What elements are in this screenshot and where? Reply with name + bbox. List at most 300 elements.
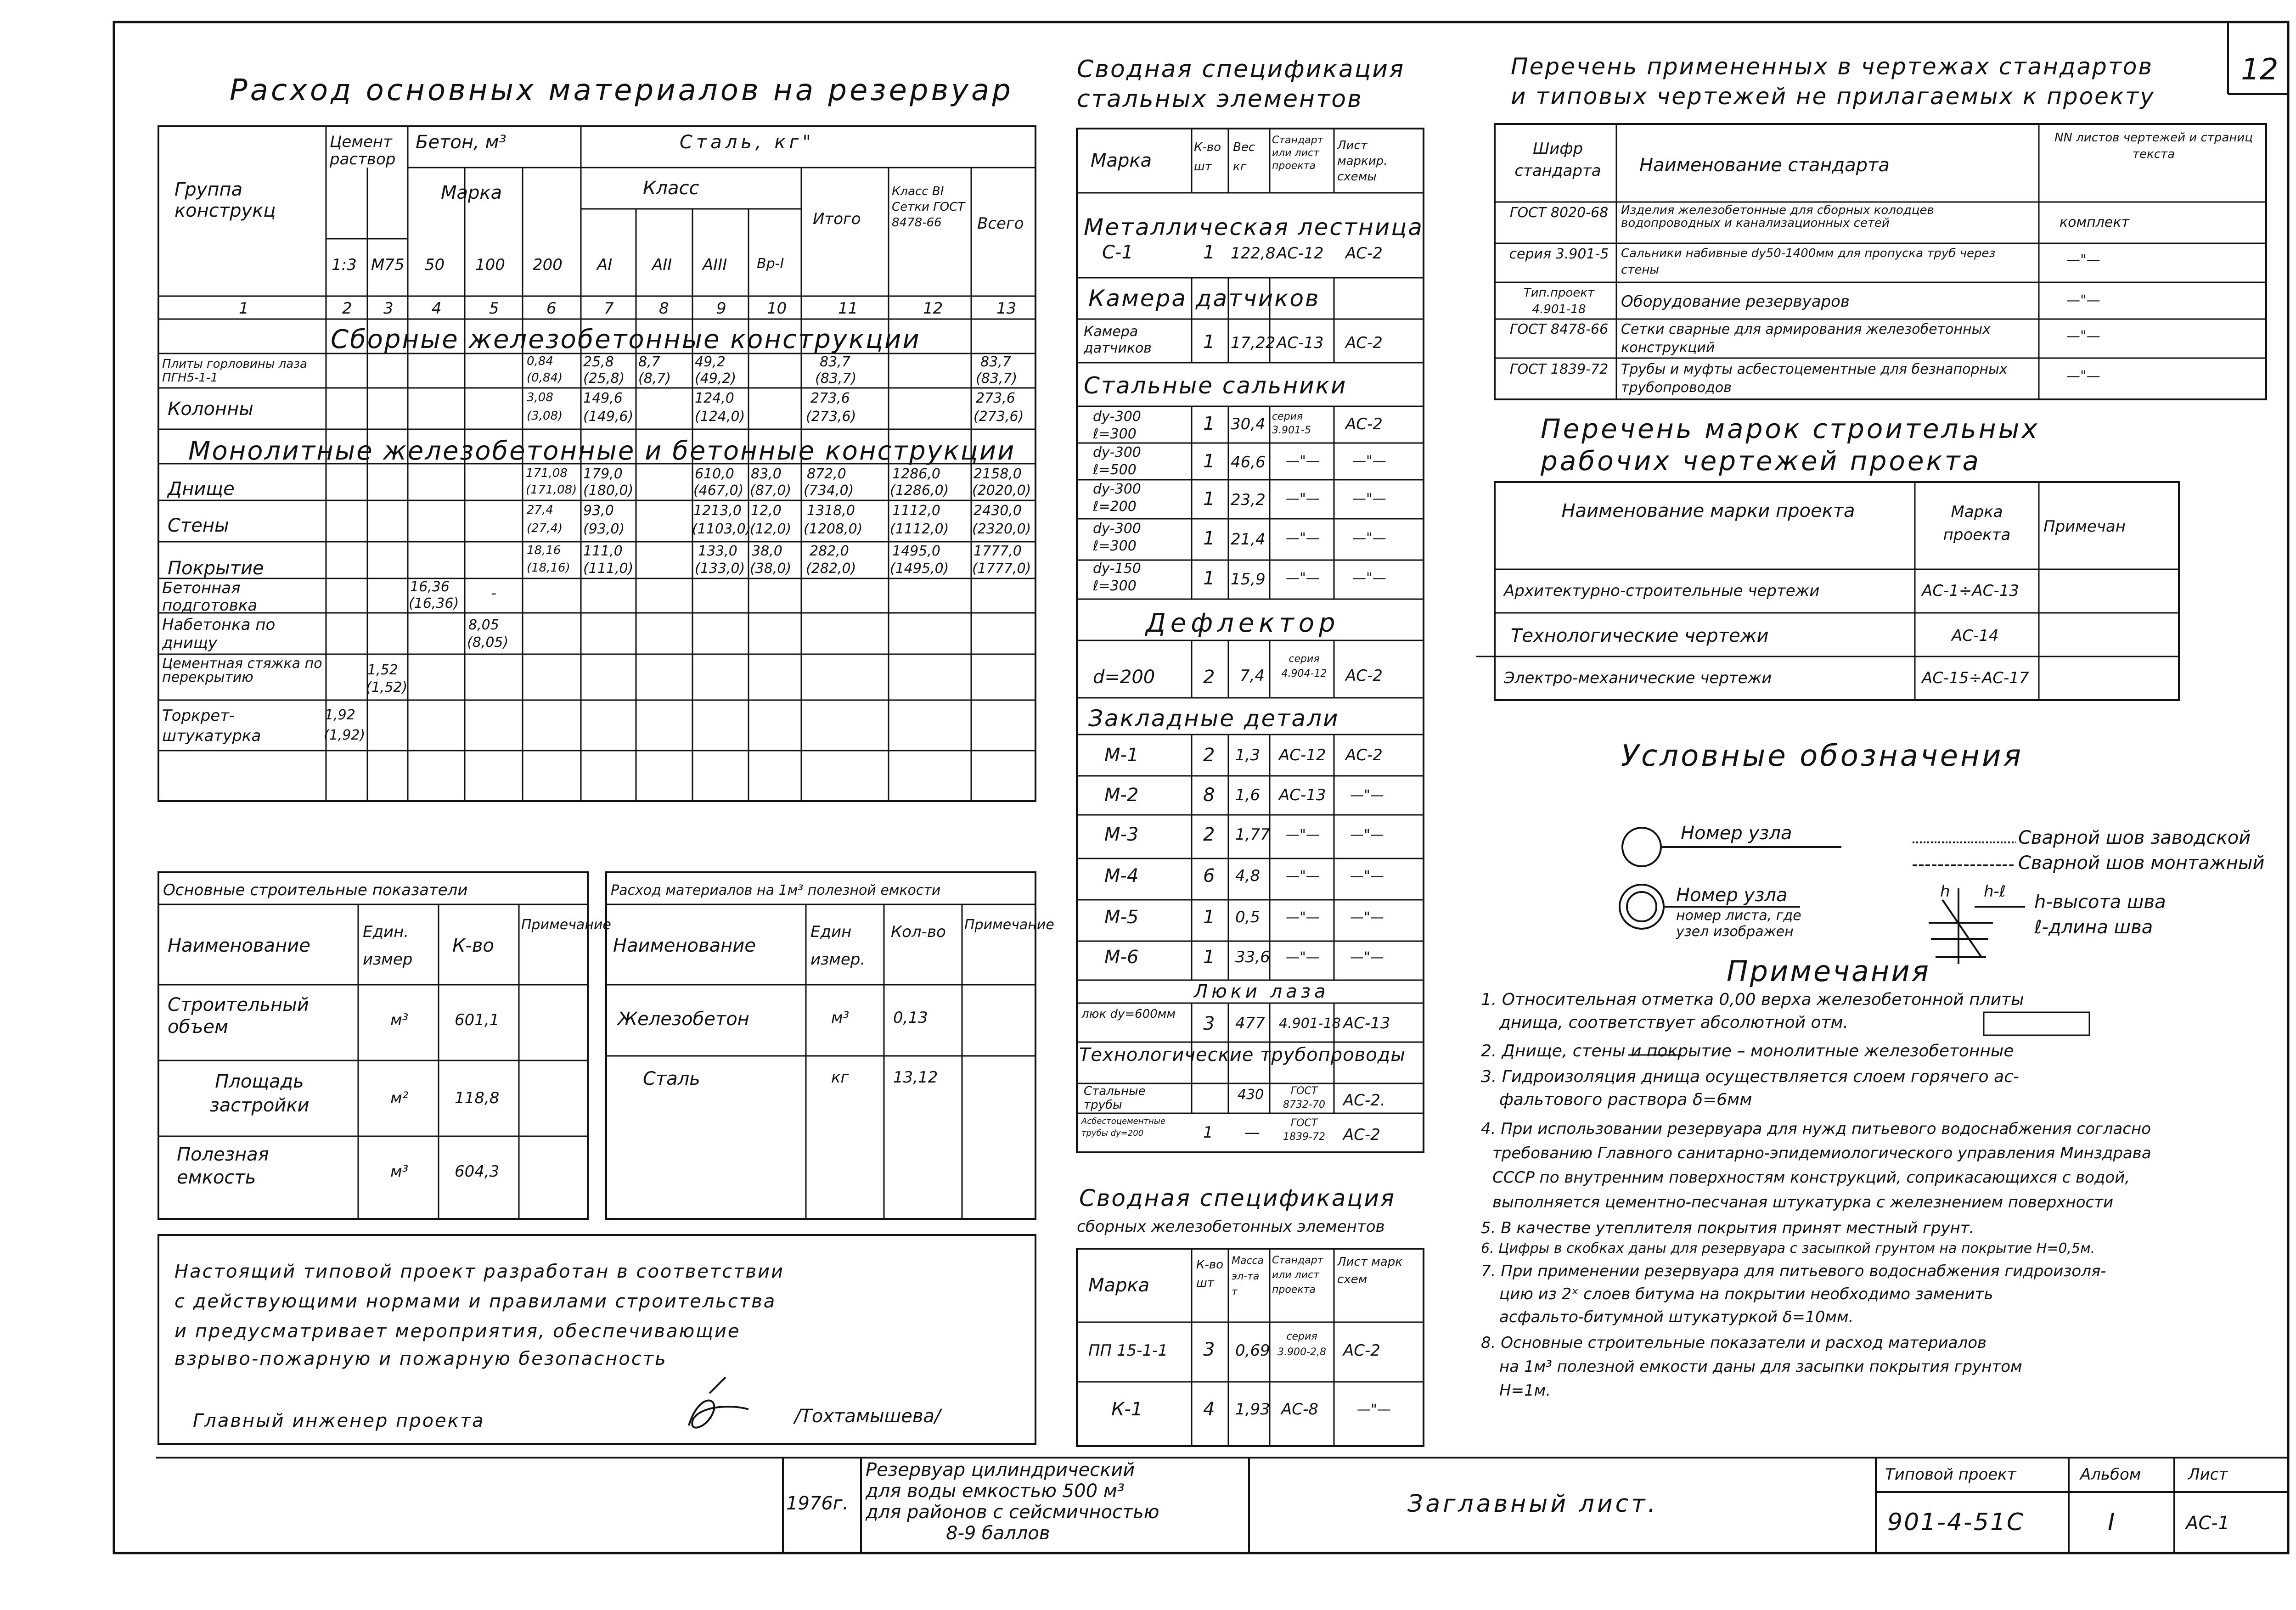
cell-c9b: (124,0) <box>695 409 745 425</box>
legend-node: Номер узла <box>1681 823 1792 844</box>
std-3-name: Оборудование резервуаров <box>1621 292 1850 311</box>
note-1b: днища, соответствует абсолютной отм. <box>1499 1013 1849 1032</box>
num-6: 6 <box>546 299 557 318</box>
marks-2-name: Технологические чертежи <box>1511 625 1769 646</box>
legend-node2-a: Номер узла <box>1676 885 1788 906</box>
standards-title-1: Перечень примененных в чертежах стандартов <box>1511 53 2153 80</box>
pipe-2-std: ГОСТ 1839-72 <box>1283 1117 1325 1143</box>
cell-c12: 1495,0 <box>892 543 940 559</box>
tb-album-no: I <box>2108 1509 2116 1536</box>
cell-c6: 3,08 <box>527 391 553 404</box>
cell-c13: 273,6 <box>976 390 1015 406</box>
gland-5-qty: 1 <box>1203 568 1215 589</box>
num-8: 8 <box>659 299 669 318</box>
legend-node2-b: номер листа, где <box>1676 908 1801 924</box>
std-1-code: ГОСТ 8020-68 <box>1509 205 1609 221</box>
materials-row-roof <box>158 542 1035 578</box>
ss-ladder-std: АС-12 <box>1277 244 1324 263</box>
emb-1-qty: 2 <box>1203 745 1215 766</box>
std-3-code: Тип.проект 4.901-18 <box>1523 286 1595 316</box>
gland-1-mark: dу-300 ℓ=300 <box>1093 409 1141 442</box>
ind-h-name: Наименование <box>168 935 310 956</box>
num-5: 5 <box>489 299 499 318</box>
sub-bp1: Bр-I <box>757 256 784 272</box>
cell-c7: 149,6 <box>583 390 623 406</box>
std-h-sheets: NN листов чертежей и страниц текста <box>2054 131 2253 161</box>
materials-row-screed <box>158 654 1035 700</box>
cons-val-1: 0,13 <box>893 1009 928 1027</box>
cell-c13: 83,7 <box>980 354 1011 370</box>
std-2-code: серия 3.901-5 <box>1509 246 1609 262</box>
sub-1-3: 1:3 <box>332 256 357 274</box>
gland-3-schema: —"— <box>1352 491 1386 507</box>
note-3b: фальтового раствора δ=6мм <box>1499 1090 1752 1109</box>
note-4d: выполняется цементно-песчаная штукатурка с железнением поверхности <box>1492 1193 2114 1212</box>
cell-c13b: (2320,0) <box>972 521 1031 537</box>
emb-5-weight: 0,5 <box>1235 908 1261 926</box>
ss-ladder-weight: 122,8 <box>1231 244 1276 263</box>
precast-title-2: сборных железобетонных элементов <box>1077 1217 1385 1236</box>
sub-aii: AII <box>652 256 672 274</box>
ind-row-area: Площадь застройки <box>209 1071 310 1116</box>
ss-h-standard: Стандарт или лист проекта <box>1272 135 1323 172</box>
pipe-2-mark: Асбестоцементные трубы dу=200 <box>1081 1116 1166 1138</box>
pipe-1-mark: Стальные трубы <box>1084 1084 1146 1112</box>
marks-3-name: Электро-механические чертежи <box>1504 669 1772 687</box>
note-8c: Н=1м. <box>1499 1381 1551 1400</box>
pc-1-qty: 3 <box>1203 1339 1215 1360</box>
emb-2-weight: 1,6 <box>1235 786 1261 804</box>
cell-c10b: (12,0) <box>750 521 792 537</box>
cell-c9: 1213,0 <box>693 503 742 519</box>
note-6: 6. Цифры в скобках даны для резервуара с засыпкой грунтом на покрытие Н=0,5м. <box>1481 1240 2095 1257</box>
note-4: 4. При использовании резервуара для нужд питьевого водоснабжения согласно <box>1481 1120 2151 1138</box>
emb-5-std: —"— <box>1286 909 1320 926</box>
num-10: 10 <box>767 299 787 318</box>
note-8: 8. Основные строительные показатели и расход материалов <box>1481 1334 1987 1352</box>
emb-3-mark: М-3 <box>1104 824 1139 845</box>
ss-ladder-qty: 1 <box>1203 242 1215 263</box>
sub-aiii: AIII <box>703 256 727 274</box>
pc-h-mark: Марка <box>1088 1275 1150 1296</box>
col-mesh-header: Класс BI Сетки ГОСТ 8478-66 <box>892 185 965 230</box>
marks-title-2: рабочих чертежей проекта <box>1541 445 1981 477</box>
note-7c: асфальто-битумной штукатуркой δ=10мм. <box>1499 1308 1854 1326</box>
cell-c13b: (83,7) <box>976 370 1018 387</box>
emb-6-mark: М-6 <box>1104 947 1139 968</box>
emb-4-weight: 4,8 <box>1235 867 1261 885</box>
emb-2-schema: —"— <box>1350 787 1384 803</box>
emb-2-std: АС-13 <box>1279 786 1326 804</box>
tb-h-sheet: Лист <box>2188 1465 2228 1484</box>
num-9: 9 <box>716 299 726 318</box>
ss-embedded-rows <box>1077 735 1424 980</box>
cons-h-qty: Кол-во <box>891 923 946 941</box>
std-1-sheets: комплект <box>2060 214 2129 230</box>
cell-c13: 2430,0 <box>974 503 1022 519</box>
num-13: 13 <box>996 299 1017 318</box>
gland-1-weight: 30,4 <box>1231 415 1266 433</box>
ind-val-2: 118,8 <box>455 1089 500 1107</box>
gland-2-mark: dу-300 ℓ=500 <box>1093 444 1141 478</box>
num-4: 4 <box>432 299 442 318</box>
sub-50: 50 <box>425 256 445 274</box>
gland-4-schema: —"— <box>1352 530 1386 546</box>
col-itogo-header: Итого <box>813 210 861 228</box>
note-1: 1. Относительная отметка 0,00 верха железобетонной плиты <box>1481 990 2024 1009</box>
ss-sec-pipes: Технологические трубопроводы <box>1079 1044 1406 1066</box>
sub-m75: M75 <box>371 256 405 274</box>
cons-h-unit: Един измер. <box>810 923 866 969</box>
pipe-1-weight: 430 <box>1238 1087 1264 1103</box>
ss-sec-camera: Камера датчиков <box>1088 285 1320 312</box>
cell-c6b: (27,4) <box>527 522 563 535</box>
cell-c7b: (25,8) <box>583 370 625 387</box>
cell-c7b: (180,0) <box>583 482 634 499</box>
row-name: Колонны <box>168 398 253 420</box>
cell-c6b: (18,16) <box>527 561 570 575</box>
steel-spec-title-2: стальных элементов <box>1077 85 1363 113</box>
cell-c11b: (282,0) <box>806 561 856 577</box>
cell-c12b: (1112,0) <box>890 521 949 537</box>
tb-description <box>866 1460 1247 1552</box>
ss-ladder-mark: С-1 <box>1102 242 1133 263</box>
standards-title-2: и типовых чертежей не прилагаемых к проекту <box>1511 83 2155 110</box>
note-7b: цию из 2ˣ слоев битума на покрытии необходимо заменить <box>1499 1285 1993 1303</box>
gland-5-mark: dу-150 ℓ=300 <box>1093 561 1141 594</box>
emb-5-mark: М-5 <box>1104 907 1139 928</box>
materials-row-walls <box>158 500 1035 542</box>
gland-4-std: —"— <box>1286 530 1320 546</box>
ss-camera-mark: Камера датчиков <box>1084 324 1152 356</box>
num-3: 3 <box>383 299 394 318</box>
legend-weld-site: Сварной шов монтажный <box>2018 853 2265 874</box>
gland-2-schema: —"— <box>1352 453 1386 469</box>
cell-c7b: (149,6) <box>583 409 634 425</box>
ss-h-qty: К-во шт <box>1194 140 1221 174</box>
ind-h-note: Примечание <box>521 917 611 933</box>
col-mark-header: Марка <box>441 182 502 203</box>
emb-1-schema: АС-2 <box>1345 746 1383 764</box>
note-2: 2. Днище, стены и покрытие – монолитные железобетонные <box>1481 1042 2014 1060</box>
cell-c7: 179,0 <box>583 466 623 482</box>
num-1: 1 <box>239 299 249 318</box>
cell-c9b: (467,0) <box>693 482 744 499</box>
pipe-2-weight: — <box>1244 1123 1260 1142</box>
cell-c4b: (16,36) <box>409 595 459 611</box>
pc-h-mass: Масса эл-та т <box>1232 1255 1264 1298</box>
emb-6-qty: 1 <box>1203 947 1215 968</box>
emb-1-weight: 1,3 <box>1235 746 1261 764</box>
cell-c3b: (1,52) <box>366 679 408 696</box>
std-3-sheets: —"— <box>2066 292 2100 309</box>
cell-c2b: (1,92) <box>324 727 366 743</box>
gland-4-weight: 21,4 <box>1231 530 1266 549</box>
cons-unit-2: кг <box>831 1068 849 1087</box>
gland-1-std: серия 3.901-5 <box>1272 411 1311 436</box>
col-cement-header: Цемент раствор <box>330 133 396 168</box>
ind-h-unit: Един. измер <box>363 923 413 969</box>
cell-c10b: (87,0) <box>750 482 792 499</box>
tb-desc-3: для районов с сейсмичностью <box>866 1502 1159 1523</box>
statement-line-4: взрыво-пожарную и пожарную безопасность <box>174 1348 667 1369</box>
cell-c12b: (1495,0) <box>890 561 949 577</box>
cell-c11: 282,0 <box>810 543 849 559</box>
statement-line-3: и предусматривает мероприятия, обеспечивающие <box>174 1321 741 1342</box>
pc-1-mark: ПП 15-1-1 <box>1088 1341 1168 1360</box>
pc-1-mass: 0,69 <box>1235 1341 1270 1360</box>
emb-6-std: —"— <box>1286 949 1320 965</box>
cell-c6b: (171,08) <box>526 483 577 497</box>
cell-c4: 16,36 <box>410 579 450 595</box>
pc-2-schema: —"— <box>1357 1402 1391 1418</box>
steel-spec-title-1: Сводная спецификация <box>1077 56 1405 83</box>
cell-c13b: (1777,0) <box>972 561 1031 577</box>
cell-c8: 8,7 <box>638 354 660 370</box>
note-5: 5. В качестве утеплителя покрытия принят местный грунт. <box>1481 1219 1975 1237</box>
cell-c11: 1318,0 <box>807 503 855 519</box>
ss-glands-rows <box>1077 406 1424 599</box>
ss-deflector-qty: 2 <box>1203 667 1215 688</box>
chief-engineer-label: Главный инженер проекта <box>193 1410 485 1431</box>
std-h-name: Наименование стандарта <box>1639 155 1890 176</box>
ss-hatch-weight: 477 <box>1235 1014 1265 1032</box>
emb-4-mark: М-4 <box>1104 865 1139 886</box>
cons-h-name: Наименование <box>613 935 756 956</box>
emb-4-schema: —"— <box>1350 868 1384 884</box>
cell-c11: 83,7 <box>820 354 850 370</box>
marks-h-note: Примечан <box>2043 517 2126 536</box>
std-1-name: Изделия железобетонные для сборных колодцев водопроводных и канализационных сетей <box>1621 203 1934 230</box>
pc-h-standard: Стандарт или лист проекта <box>1272 1255 1323 1296</box>
cell-c10: 83,0 <box>751 466 782 482</box>
cell-c9b: (1103,0) <box>692 521 751 537</box>
ss-h-schema: Лист маркир. схемы <box>1337 139 1388 184</box>
gland-1-qty: 1 <box>1203 413 1215 434</box>
num-7: 7 <box>604 299 614 318</box>
cell-c13: 1777,0 <box>974 543 1022 559</box>
emb-1-mark: М-1 <box>1104 745 1139 766</box>
ss-h-mark: Марка <box>1091 150 1152 171</box>
pc-h-schema: Лист марк схем <box>1337 1255 1402 1286</box>
cell-c10: 38,0 <box>752 543 782 559</box>
cell-c5b: (8,05) <box>467 634 509 651</box>
gland-3-weight: 23,2 <box>1231 491 1266 509</box>
cell-c6b: (0,84) <box>527 371 563 385</box>
cell-c5: 8,05 <box>468 617 499 633</box>
cell-c9b: (133,0) <box>695 561 745 577</box>
pc-1-std: серия 3.900-2,8 <box>1277 1331 1326 1358</box>
cell-c6b: (3,08) <box>527 409 563 423</box>
cell-c6: 18,16 <box>527 544 561 557</box>
legend-weld-factory: Сварной шов заводской <box>2018 827 2251 848</box>
pipe-2-qty: 1 <box>1203 1123 1213 1142</box>
emb-6-weight: 33,6 <box>1235 948 1270 966</box>
ss-h-weight: Вес кг <box>1233 140 1255 174</box>
pc-h-qty: К-во шт <box>1196 1258 1224 1290</box>
cell-c13b: (273,6) <box>974 409 1024 425</box>
cell-c7: 93,0 <box>583 503 614 519</box>
ind-unit-2: м² <box>390 1089 409 1107</box>
cell-c3: 1,52 <box>367 662 398 678</box>
cell-c9: 49,2 <box>695 354 726 370</box>
cons-row-rc: Железобетон <box>618 1009 749 1030</box>
row-name: Цементная стяжка по перекрытию <box>162 656 322 685</box>
sub-200: 200 <box>533 256 563 274</box>
cell-c11: 872,0 <box>807 466 846 482</box>
materials-row-concrete-prep <box>158 578 1035 613</box>
cell-c5: - <box>491 585 496 601</box>
gland-3-qty: 1 <box>1203 488 1215 510</box>
section-precast: Сборные железобетонные конструкции <box>331 325 921 354</box>
materials-title: Расход основных материалов на резервуар <box>230 73 1013 107</box>
col-total-header: Всего <box>977 214 1024 233</box>
tb-h-project: Типовой проект <box>1885 1465 2016 1484</box>
consumption-title: Расход материалов на 1м³ полезной емкости <box>611 882 941 898</box>
notes-title: Примечания <box>1727 954 1930 988</box>
tb-h-album: Альбом <box>2080 1465 2141 1484</box>
cons-unit-1: м³ <box>831 1009 850 1027</box>
tb-desc-2: для воды емкостью 500 м³ <box>866 1481 1125 1502</box>
tb-project-no: 901-4-51С <box>1887 1509 2025 1536</box>
row-name: Бетонная подготовка <box>162 579 258 615</box>
cons-row-steel: Сталь <box>643 1068 700 1089</box>
row-name: Торкрет-штукатурка <box>162 707 261 745</box>
pc-2-mass: 1,93 <box>1235 1400 1270 1419</box>
marks-h-name: Наименование марки проекта <box>1561 500 1855 522</box>
ss-camera-weight: 17,22 <box>1231 334 1276 352</box>
num-11: 11 <box>838 299 858 318</box>
materials-row-bottom <box>158 464 1035 500</box>
section-monolithic: Монолитные железобетонные и бетонные конструкции <box>188 436 1016 466</box>
gland-2-std: —"— <box>1286 453 1320 469</box>
pipe-2-schema: АС-2 <box>1343 1126 1380 1144</box>
cell-c7b: (111,0) <box>583 561 634 577</box>
sub-ai: AI <box>597 256 613 274</box>
gland-5-weight: 15,9 <box>1231 570 1266 589</box>
std-4-name: Сетки сварные для армирования железобетонных конструкций <box>1621 321 1991 356</box>
marks-h-mark: Марка проекта <box>1943 503 2011 544</box>
row-name: Стены <box>168 515 229 536</box>
gland-4-mark: dу-300 ℓ=300 <box>1093 521 1141 554</box>
emb-6-schema: —"— <box>1350 949 1384 965</box>
materials-row-topping <box>158 613 1035 654</box>
cell-c12: 1112,0 <box>892 503 940 519</box>
row-name: Плиты горловины лаза ПГН5-1-1 <box>162 357 307 385</box>
emb-2-mark: М-2 <box>1104 785 1139 806</box>
materials-row-gunite <box>158 700 1035 751</box>
cell-c6: 171,08 <box>526 466 568 480</box>
gland-4-qty: 1 <box>1203 528 1215 549</box>
cell-c13: 2158,0 <box>974 466 1022 482</box>
std-5-name: Трубы и муфты асбестоцементные для безнапорных трубопроводов <box>1621 361 2008 396</box>
ss-sec-ladder: Металлическая лестница <box>1084 214 1424 241</box>
cell-c6: 0,84 <box>527 354 553 368</box>
cell-c11b: (734,0) <box>804 482 854 499</box>
cons-val-2: 13,12 <box>893 1068 938 1087</box>
gland-2-qty: 1 <box>1203 451 1215 472</box>
gland-3-std: —"— <box>1286 491 1320 507</box>
ss-deflector-schema: АС-2 <box>1345 667 1383 685</box>
ss-sec-deflector: Дефлектор <box>1146 608 1340 638</box>
cell-c2: 1,92 <box>325 707 355 723</box>
cell-c6: 27,4 <box>527 503 553 517</box>
ss-deflector-mark: d=200 <box>1093 667 1155 688</box>
marks-2-mark: АС-14 <box>1952 627 1999 645</box>
std-2-sheets: —"— <box>2066 252 2100 268</box>
cell-c11: 273,6 <box>810 390 850 406</box>
pipe-1-std: ГОСТ 8732-70 <box>1283 1085 1325 1111</box>
col-class-header: Класс <box>643 178 699 199</box>
marks-1-mark: АС-1÷АС-13 <box>1922 582 2019 600</box>
materials-row-slabs <box>158 353 1035 388</box>
cell-c10b: (38,0) <box>750 561 792 577</box>
statement-line-1: Настоящий типовой проект разработан в соответствии <box>174 1261 785 1282</box>
ind-h-qty: К-во <box>452 935 494 956</box>
ss-camera-qty: 1 <box>1203 331 1215 353</box>
cons-h-note: Примечание <box>964 917 1054 933</box>
emb-3-weight: 1,77 <box>1235 825 1270 844</box>
pipe-1-schema: АС-2. <box>1343 1091 1385 1110</box>
note-4c: СССР по внутренним поверхностям конструкций, соприкасающихся с водой, <box>1492 1168 2130 1187</box>
emb-5-schema: —"— <box>1350 909 1384 926</box>
cell-c13b: (2020,0) <box>972 482 1031 499</box>
cell-c9: 610,0 <box>695 466 734 482</box>
materials-row-columns <box>158 388 1035 429</box>
note-4b: требованию Главного санитарно-эпидемиологического управления Минздрава <box>1492 1144 2151 1162</box>
tb-desc-1: Резервуар цилиндрический <box>866 1459 1135 1481</box>
tb-sheet-title: Заглавный лист. <box>1407 1490 1659 1518</box>
num-2: 2 <box>342 299 352 318</box>
marks-3-mark: АС-15÷АС-17 <box>1922 669 2029 687</box>
pc-2-std: АС-8 <box>1281 1400 1318 1419</box>
ss-deflector-weight: 7,4 <box>1240 667 1265 685</box>
emb-5-qty: 1 <box>1203 907 1215 928</box>
col-steel-header: Сталь, кг" <box>680 132 815 153</box>
legend-title: Условные обозначения <box>1621 739 2024 773</box>
emb-3-schema: —"— <box>1350 827 1384 843</box>
cell-c7b: (93,0) <box>583 521 625 537</box>
cell-c9: 124,0 <box>695 390 734 406</box>
std-4-code: ГОСТ 8478-66 <box>1509 321 1609 337</box>
ss-sec-glands: Стальные сальники <box>1084 372 1347 399</box>
emb-1-std: АС-12 <box>1279 746 1326 764</box>
gland-3-mark: dу-300 ℓ=200 <box>1093 481 1141 515</box>
legend-weld-height: h-высота шва <box>2034 892 2166 913</box>
pc-1-schema: АС-2 <box>1343 1341 1380 1360</box>
cell-c12b: (1286,0) <box>890 482 949 499</box>
ind-unit-1: м³ <box>390 1011 409 1029</box>
legend-node2-c: узел изображен <box>1676 924 1794 940</box>
cell-c9: 133,0 <box>698 543 737 559</box>
ind-row-capacity: Полезная емкость <box>177 1144 269 1188</box>
emb-3-qty: 2 <box>1203 824 1215 845</box>
row-name: Набетонка по днищу <box>162 616 276 652</box>
ind-unit-3: м³ <box>390 1162 409 1181</box>
ss-sec-hatch: Люки лаза <box>1194 981 1329 1002</box>
cell-c11b: (273,6) <box>806 409 856 425</box>
emb-4-qty: 6 <box>1203 865 1215 886</box>
cell-c9b: (49,2) <box>695 370 737 387</box>
ss-hatch-schema: АС-13 <box>1343 1014 1390 1032</box>
cell-c7: 111,0 <box>583 543 623 559</box>
col-group-header: Группа конструкц <box>174 179 276 221</box>
standards-rows <box>1495 202 2266 399</box>
ss-hatch-std: 4.901-18 <box>1279 1015 1341 1032</box>
std-5-code: ГОСТ 1839-72 <box>1509 361 1609 377</box>
ss-camera-schema: АС-2 <box>1345 334 1383 352</box>
indicators-title: Основные строительные показатели <box>163 881 468 899</box>
